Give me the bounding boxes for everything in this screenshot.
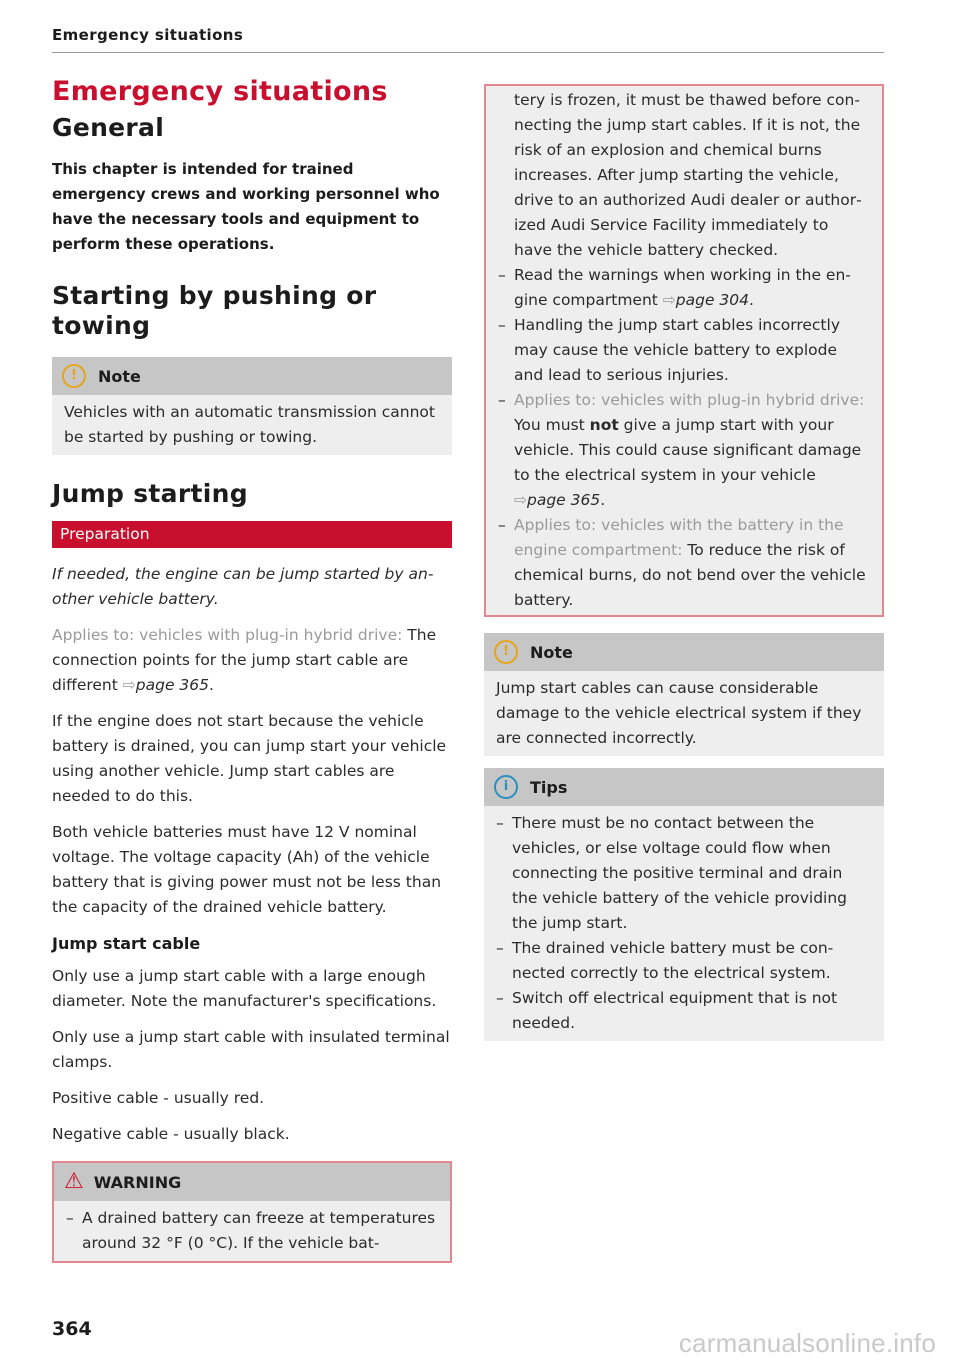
note-label: Note — [530, 642, 573, 662]
warning-item: – Handling the jump start cables incorrectly may cause the vehicle battery to explode and lead to serious injuries. — [498, 313, 870, 388]
note-box-push-tow — [52, 357, 452, 455]
paragraph-diameter: Only use a jump start cable with a large enough diameter. Note the manufacturer's specifications. — [52, 967, 437, 1010]
note-header — [52, 357, 452, 395]
warning-box-continued — [484, 84, 884, 617]
tips-label: Tips — [530, 777, 568, 797]
warning-label: WARNING — [93, 1172, 182, 1192]
section-heading-jump: Jump starting — [52, 479, 248, 508]
page-reference-link[interactable]: page 304 — [675, 291, 750, 309]
page-reference-link[interactable]: page 365 — [135, 676, 209, 694]
exclamation-circle-icon: ! — [494, 640, 518, 664]
chapter-intro: This chapter is intended for trained emergency crews and working personnel who have the necessary tools and equipment to perform these operations. — [52, 160, 440, 253]
applies-to-label: Applies to: vehicles with plug-in hybrid drive: — [514, 391, 865, 409]
note-box-cables — [484, 633, 884, 756]
paragraph-voltage: Both vehicle batteries must have 12 V nominal voltage. The voltage capacity (Ah) of the vehicle battery that is giving power must not be less than the capacity of the drained vehicle battery. — [52, 823, 442, 916]
header-rule — [52, 52, 884, 53]
tips-item: – The drained vehicle battery must be connected correctly to the electrical system. — [496, 936, 872, 986]
paragraph-negative: Negative cable - usually black. — [52, 1125, 290, 1143]
subheading-jump-cable: Jump start cable — [52, 934, 201, 953]
applies-to-label: Applies to: vehicles with the battery in the engine compartment: — [514, 516, 844, 559]
note-label: Note — [98, 366, 141, 386]
note-body: Jump start cables can cause considerable damage to the vehicle electrical system if they are connected incorrectly. — [496, 679, 862, 747]
warning-triangle-icon: ⚠ — [64, 1169, 84, 1194]
page-number: 364 — [52, 1318, 92, 1340]
tips-item: – Switch off electrical equipment that is not needed. — [496, 986, 872, 1036]
warning-item: – Applies to: vehicles with the battery in the engine compartment: To reduce the risk of chemical burns, do not bend over the vehicle battery. — [498, 513, 870, 613]
warning-continued-text: tery is frozen, it must be thawed before connecting the jump start cables. If it is not, the risk of an explosion and chemical burns increases. After jump starting the vehicle, drive to an authorized Audi dealer or authorized Audi Service Facility immediately to have the vehicle battery checked. — [514, 91, 862, 259]
paragraph-positive: Positive cable - usually red. — [52, 1089, 265, 1107]
running-head: Emergency situations — [52, 26, 244, 44]
preparation-bar: Preparation — [52, 521, 452, 548]
arrow-right-icon: ⇨ — [662, 291, 676, 309]
right-column — [484, 78, 884, 1041]
arrow-right-icon: ⇨ — [122, 676, 136, 694]
watermark: carmanualsonline.info — [678, 1328, 936, 1358]
warning-header — [54, 1163, 450, 1201]
left-column — [52, 70, 452, 1263]
warning-item: – Applies to: vehicles with plug-in hybrid drive: You must not give a jump start with your vehicle. This could cause significant damage to the electrical system in your vehicle ⇨page 365. — [498, 388, 870, 513]
warning-box — [52, 1161, 452, 1263]
info-circle-icon: i — [494, 775, 518, 799]
tips-item: – There must be no contact between the vehicles, or else voltage could flow when connecting the positive terminal and drain the vehicle battery of the vehicle providing the jump start. — [496, 811, 872, 936]
jump-lead: If needed, the engine can be jump started by another vehicle battery. — [52, 565, 434, 608]
applies-to-label: Applies to: vehicles with plug-in hybrid drive: — [52, 626, 403, 644]
chapter-title: Emergency situations — [52, 76, 388, 107]
note-body: Vehicles with an automatic transmission cannot be started by pushing or towing. — [64, 403, 435, 446]
section-heading-push-tow: Starting by pushing or towing — [52, 281, 377, 340]
paragraph-drained: If the engine does not start because the vehicle battery is drained, you can jump start your vehicle using another vehicle. Jump start cables are needed to do this. — [52, 712, 447, 805]
warning-item: – Read the warnings when working in the engine compartment ⇨page 304. — [498, 263, 870, 313]
tips-header — [484, 768, 884, 806]
tips-box — [484, 768, 884, 1041]
hybrid-connection-paragraph: Applies to: vehicles with plug-in hybrid drive: The connection points for the jump start cable are different ⇨page 365. — [52, 626, 437, 694]
exclamation-circle-icon: ! — [62, 364, 86, 388]
warning-item: – A drained battery can freeze at temperatures around 32 °F (0 °C). If the vehicle bat- — [66, 1206, 438, 1256]
page-reference-link[interactable]: page 365 — [527, 491, 601, 509]
note-header — [484, 633, 884, 671]
arrow-right-icon: ⇨ — [514, 491, 527, 509]
section-heading-general: General — [52, 113, 165, 142]
paragraph-insulated: Only use a jump start cable with insulated terminal clamps. — [52, 1028, 450, 1071]
